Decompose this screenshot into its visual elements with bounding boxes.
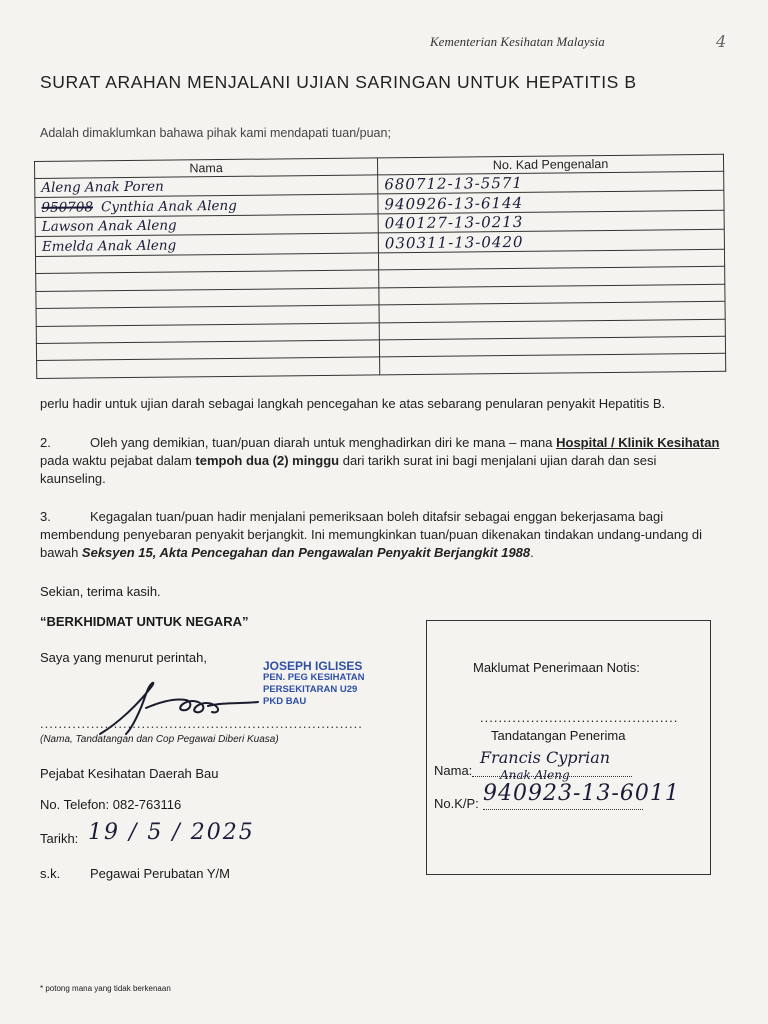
name-value: Aleng Anak Poren <box>41 178 164 197</box>
officer-stamp <box>263 660 365 708</box>
perintah-text: Saya yang menurut perintah, <box>40 650 207 665</box>
para3-number: 3. <box>40 509 51 524</box>
corner-handwritten-mark: 4 <box>716 32 727 51</box>
stamp-name: JOSEPH IGLISES <box>263 659 363 673</box>
sk-label: s.k. <box>40 866 61 881</box>
header-ic: No. Kad Pengenalan <box>377 154 723 175</box>
closing-text: Sekian, terima kasih. <box>40 584 161 599</box>
date-label: Tarikh: <box>40 831 79 846</box>
name-value: Lawson Anak Aleng <box>41 217 177 236</box>
name-value: Emelda Anak Aleng <box>41 237 177 255</box>
notice-nama-label: Nama: <box>434 763 473 778</box>
paragraph-1: perlu hadir untuk ujian darah sebagai langkah pencegahan ke atas sebarang penularan penyakit Hepatitis B. <box>40 396 666 411</box>
ic-value: 030311-13-0420 <box>384 232 524 253</box>
paragraph-3 <box>40 508 720 562</box>
office-name: Pejabat Kesihatan Daerah Bau <box>40 766 219 781</box>
para2-text-b: pada waktu pejabat dalam <box>40 453 196 468</box>
letter-title: SURAT ARAHAN MENJALANI UJIAN SARINGAN UNTUK HEPATITIS B <box>40 72 637 92</box>
para2-number: 2. <box>40 435 51 450</box>
kp-dotted-line <box>483 809 643 810</box>
struck-out-text: 950708 <box>41 199 94 216</box>
recipient-ic: 940923-13-6011 <box>483 781 680 806</box>
ic-value: 040127-13-0213 <box>384 213 524 233</box>
recipient-name: Francis Cyprian <box>480 748 611 767</box>
para3-text-b: . <box>530 545 534 560</box>
signature-label: (Nama, Tandatangan dan Cop Pegawai Diberi Kuasa) <box>40 734 279 745</box>
para2-text-a: Oleh yang demikian, tuan/puan diarah untuk menghadirkan diri ke mana – mana <box>90 435 557 450</box>
para2-period: tempoh dua (2) minggu <box>195 453 340 468</box>
date-value: 19 / 5 / 2025 <box>88 820 255 845</box>
office-phone: No. Telefon: 082-763116 <box>40 797 182 812</box>
notice-kp-label: No.K/P: <box>434 796 479 811</box>
recipient-name-line2: Anak Aleng <box>500 768 570 782</box>
name-value: Cynthia Anak Aleng <box>100 197 237 216</box>
para2-facility: Hospital / Klinik Kesihatan <box>556 435 720 450</box>
paragraph-2 <box>40 434 720 488</box>
notice-signature-label: Tandatangan Penerima <box>491 728 626 743</box>
ministry-header: Kementerian Kesihatan Malaysia <box>430 34 605 49</box>
para3-act: Seksyen 15, Akta Pencegahan dan Pengawalan Penyakit Berjangkit 1988 <box>81 545 531 560</box>
names-table <box>34 154 726 379</box>
ic-value: 680712-13-5571 <box>384 174 524 194</box>
intro-text: Adalah dimaklumkan bahawa pihak kami mendapati tuan/puan; <box>40 126 391 140</box>
footnote: * potong mana yang tidak berkenaan <box>40 984 171 993</box>
stamp-office: PKD BAU <box>263 696 307 707</box>
stamp-position: PEN. PEG KESIHATAN <box>263 672 365 683</box>
ic-cell <box>380 354 726 375</box>
signature-dotted-line: ...................................................................... <box>40 716 363 731</box>
header-nama: Nama <box>35 158 378 179</box>
name-cell <box>37 357 380 378</box>
notice-title: Maklumat Penerimaan Notis: <box>473 660 640 675</box>
para3-text-a: Kegagalan tuan/puan hadir menjalani pemeriksaan boleh ditafsir sebagai enggan bekerjasama bagi membendung penyebaran penyakit berjangkit. Ini memungkinkan tuan/puan dikenakan tindakan undang-undang di bawah <box>40 509 703 560</box>
stamp-grade: PERSEKITARAN U29 <box>263 684 358 695</box>
officer-signature <box>90 672 270 742</box>
ic-value: 940926-13-6144 <box>384 193 524 214</box>
sk-value: Pegawai Perubatan Y/M <box>90 866 230 881</box>
notice-signature-line: ........................................... <box>480 710 679 725</box>
para2-text-c: dari tarikh surat ini bagi menjalani ujian darah dan sesi kaunseling. <box>40 453 657 486</box>
motto: “BERKHIDMAT UNTUK NEGARA” <box>40 614 249 629</box>
